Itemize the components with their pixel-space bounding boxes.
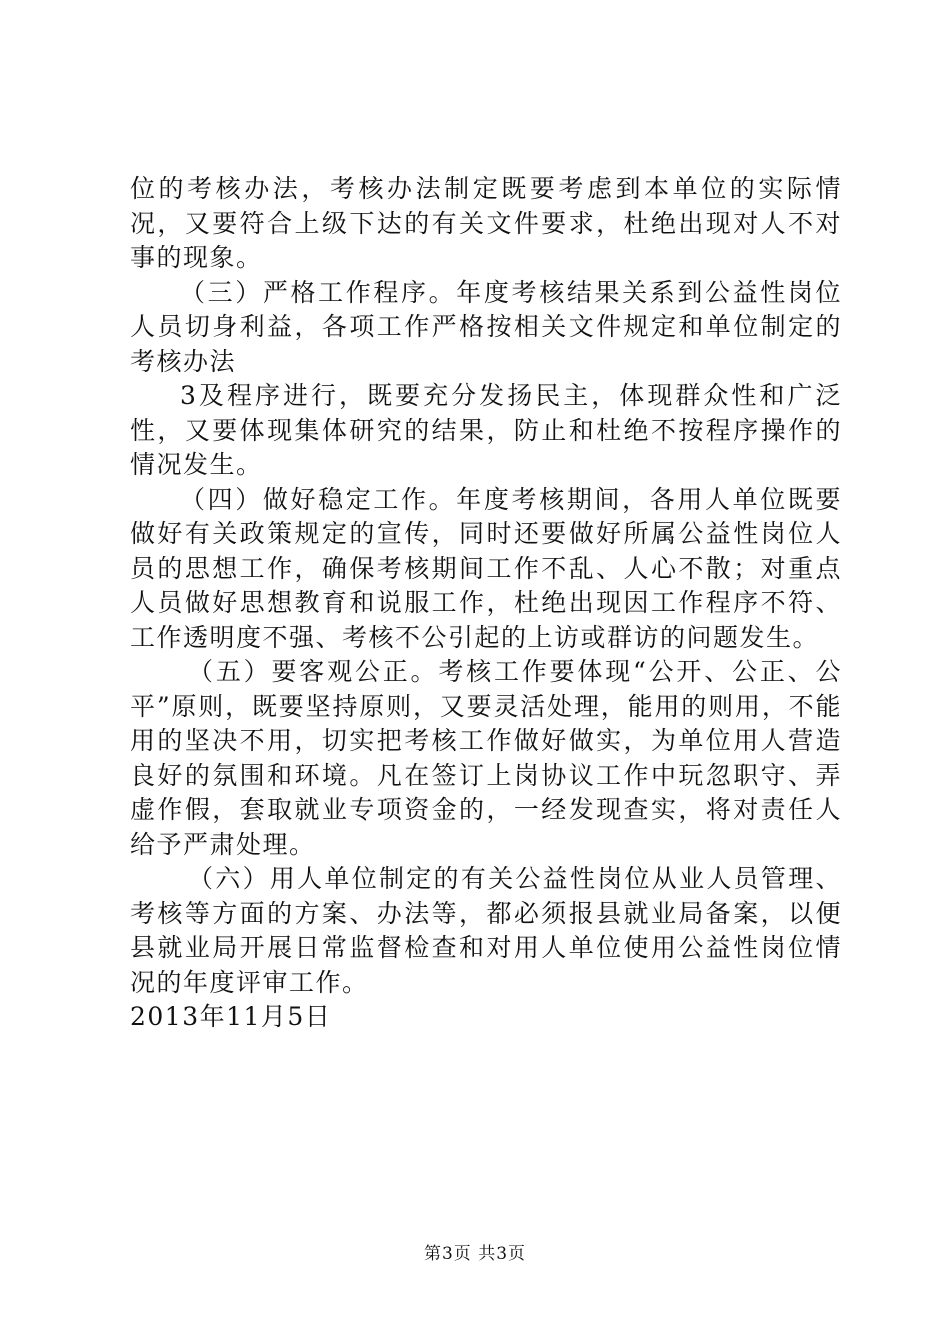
document-body — [130, 172, 842, 1035]
document-date: 2013年11月5日 — [130, 1002, 332, 1031]
paragraph-section-5: （五）要客观公正。考核工作要体现“公开、公正、公平”原则，既要坚持原则，又要灵活处理，能用的则用，不能用的坚决不用，切实把考核工作做好做实，为单位用人营造良好的氛围和环境。凡在签订上岗协议工作中玩忽职守、弄虚作假，套取就业专项资金的，一经发现查实，将对责任人给予严肃处理。 — [130, 657, 842, 859]
page-indicator: 第3页 共3页 — [423, 1244, 527, 1264]
page-footer — [0, 1239, 950, 1264]
paragraph-continuation: 位的考核办法，考核办法制定既要考虑到本单位的实际情况，又要符合上级下达的有关文件要求，杜绝出现对人不对事的现象。 — [130, 174, 842, 272]
paragraph-section-3-continued: 3及程序进行，既要充分发扬民主，体现群众性和广泛性，又要体现集体研究的结果，防止和杜绝不按程序操作的情况发生。 — [130, 381, 842, 479]
paragraph-section-3: （三）严格工作程序。年度考核结果关系到公益性岗位人员切身利益，各项工作严格按相关文件规定和单位制定的考核办法 — [130, 277, 842, 376]
paragraph-section-4: （四）做好稳定工作。年度考核期间，各用人单位既要做好有关政策规定的宣传，同时还要做好所属公益性岗位人员的思想工作，确保考核期间工作不乱、人心不散；对重点人员做好思想教育和说服工作，杜绝出现因工作程序不符、工作透明度不强、考核不公引起的上访或群访的问题发生。 — [130, 484, 842, 652]
paragraph-section-6: （六）用人单位制定的有关公益性岗位从业人员管理、考核等方面的方案、办法等，都必须报县就业局备案，以便县就业局开展日常监督检查和对用人单位使用公益性岗位情况的年度评审工作。 — [130, 864, 842, 997]
